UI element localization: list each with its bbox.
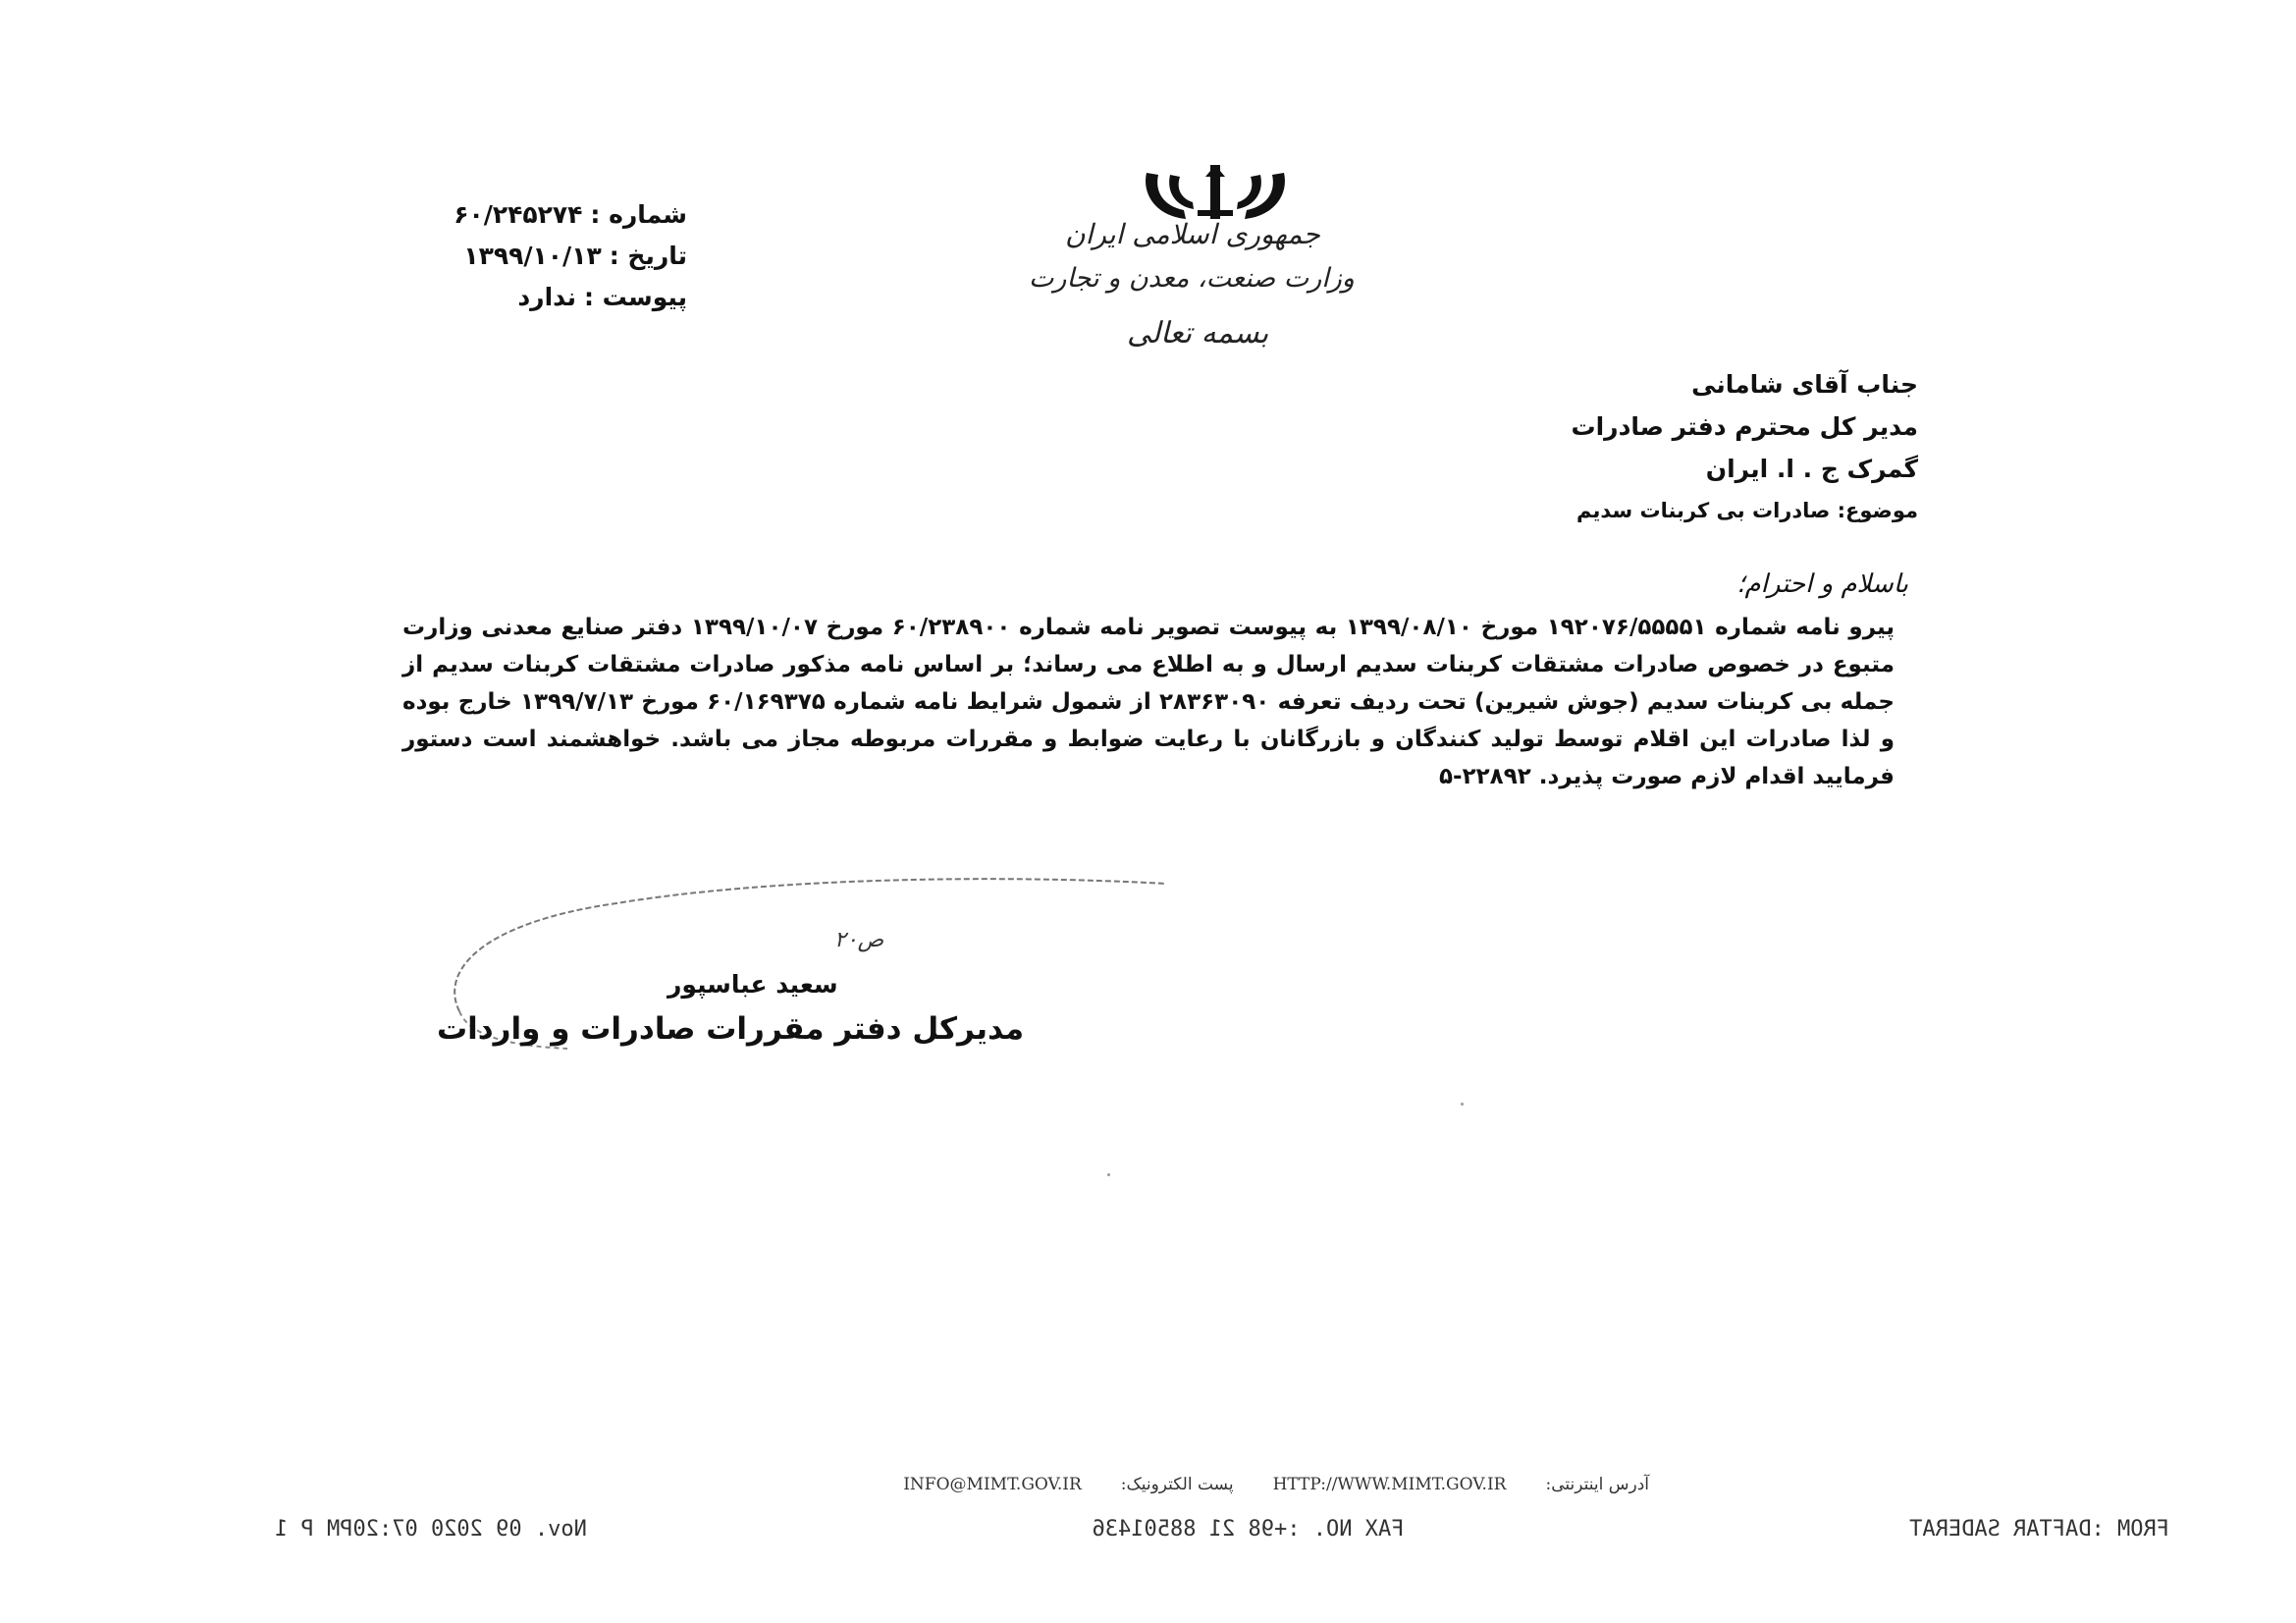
addressee-org: گمرک ج . ا. ایران <box>1705 455 1918 483</box>
footer-contact <box>628 1475 1649 1494</box>
header-country: جمهوری اسلامی ایران <box>1065 218 1320 250</box>
letter-body: پیرو نامه شماره ۱۹۲۰۷۶/۵۵۵۵۱ مورخ ۱۳۹۹/۰۸/۱۰ به پیوست تصویر نامه شماره ۶۰/۲۳۸۹۰۰ مورخ ۱۳۹۹/۱۰/۰۷ دفتر صنایع معدنی وزارت متبوع در خصوص صادرات مشتقات کربنات سدیم ارسال و به اطلاع می رساند؛ بر اساس نامه مذکور صادرات مشتقات کربنات سدیم از جمله بی کربنات سدیم (جوش شیرین) تحت ردیف تعرفه ۲۸۳۶۳۰۹۰ از شمول شرایط نامه شماره ۶۰/۱۶۹۳۷۵ مورخ ۱۳۹۹/۷/۱۳ خارج بوده و لذا صادرات این اقلام توسط تولید کنندگان و بازرگانان با رعایت ضوابط و مقررات مربوطه مجاز می باشد. خواهشمند است دستور فرمایید اقدام لازم صورت پذیرد. ۲۲۸۹۲-۵ <box>402 615 1896 789</box>
meta-date <box>324 236 687 277</box>
addressee-title: مدیر کل محترم دفتر صادرات <box>1571 412 1918 441</box>
footer-email: INFO@MIMT.GOV.IR <box>903 1475 1082 1494</box>
addressee-name: جناب آقای شامانی <box>1691 370 1918 399</box>
header-invocation: بسمه تعالی <box>1127 316 1269 351</box>
footer-website: HTTP://WWW.MIMT.GOV.IR <box>1272 1475 1507 1494</box>
fax-from: FROM :DAFTAR SADERAT <box>1909 1517 2169 1542</box>
meta-number-value: ۶۰/۲۴۵۲۷۴ <box>454 200 583 229</box>
signatory-name: سعید عباسپور <box>667 970 838 999</box>
signatory-title: مدیرکل دفتر مقررات صادرات و واردات <box>437 1011 1025 1047</box>
meta-number <box>324 194 687 236</box>
signature-scribble: ص۲۰ <box>834 928 884 952</box>
meta-attachment-label: پیوست : <box>583 283 687 311</box>
fax-number: FAX NO. :+98 21 88501436 <box>1092 1517 1405 1542</box>
scan-speck <box>1461 1103 1464 1106</box>
letter-subject: موضوع: صادرات بی کربنات سدیم <box>1576 499 1918 522</box>
fax-header-line <box>275 1517 2169 1546</box>
header-ministry: وزارت صنعت، معدن و تجارت <box>1029 263 1355 294</box>
footer-email-label: پست الکترونیک: <box>1120 1475 1234 1494</box>
meta-number-label: شماره : <box>590 200 687 229</box>
iran-emblem-icon <box>1137 165 1294 224</box>
meta-date-value: ۱۳۹۹/۱۰/۱۳ <box>463 242 602 270</box>
meta-attachment <box>324 277 687 318</box>
meta-date-label: تاریخ : <box>609 242 687 270</box>
greeting: باسلام و احترام؛ <box>1736 569 1908 599</box>
letter-meta <box>324 194 687 318</box>
addressee-block <box>1571 363 1918 532</box>
fax-date: Nov. 09 2020 07:20PM P 1 <box>275 1517 587 1542</box>
scan-speck <box>1107 1173 1110 1176</box>
meta-attachment-value: ندارد <box>517 283 576 311</box>
footer-address-label: آدرس اینترنتی: <box>1545 1475 1649 1494</box>
